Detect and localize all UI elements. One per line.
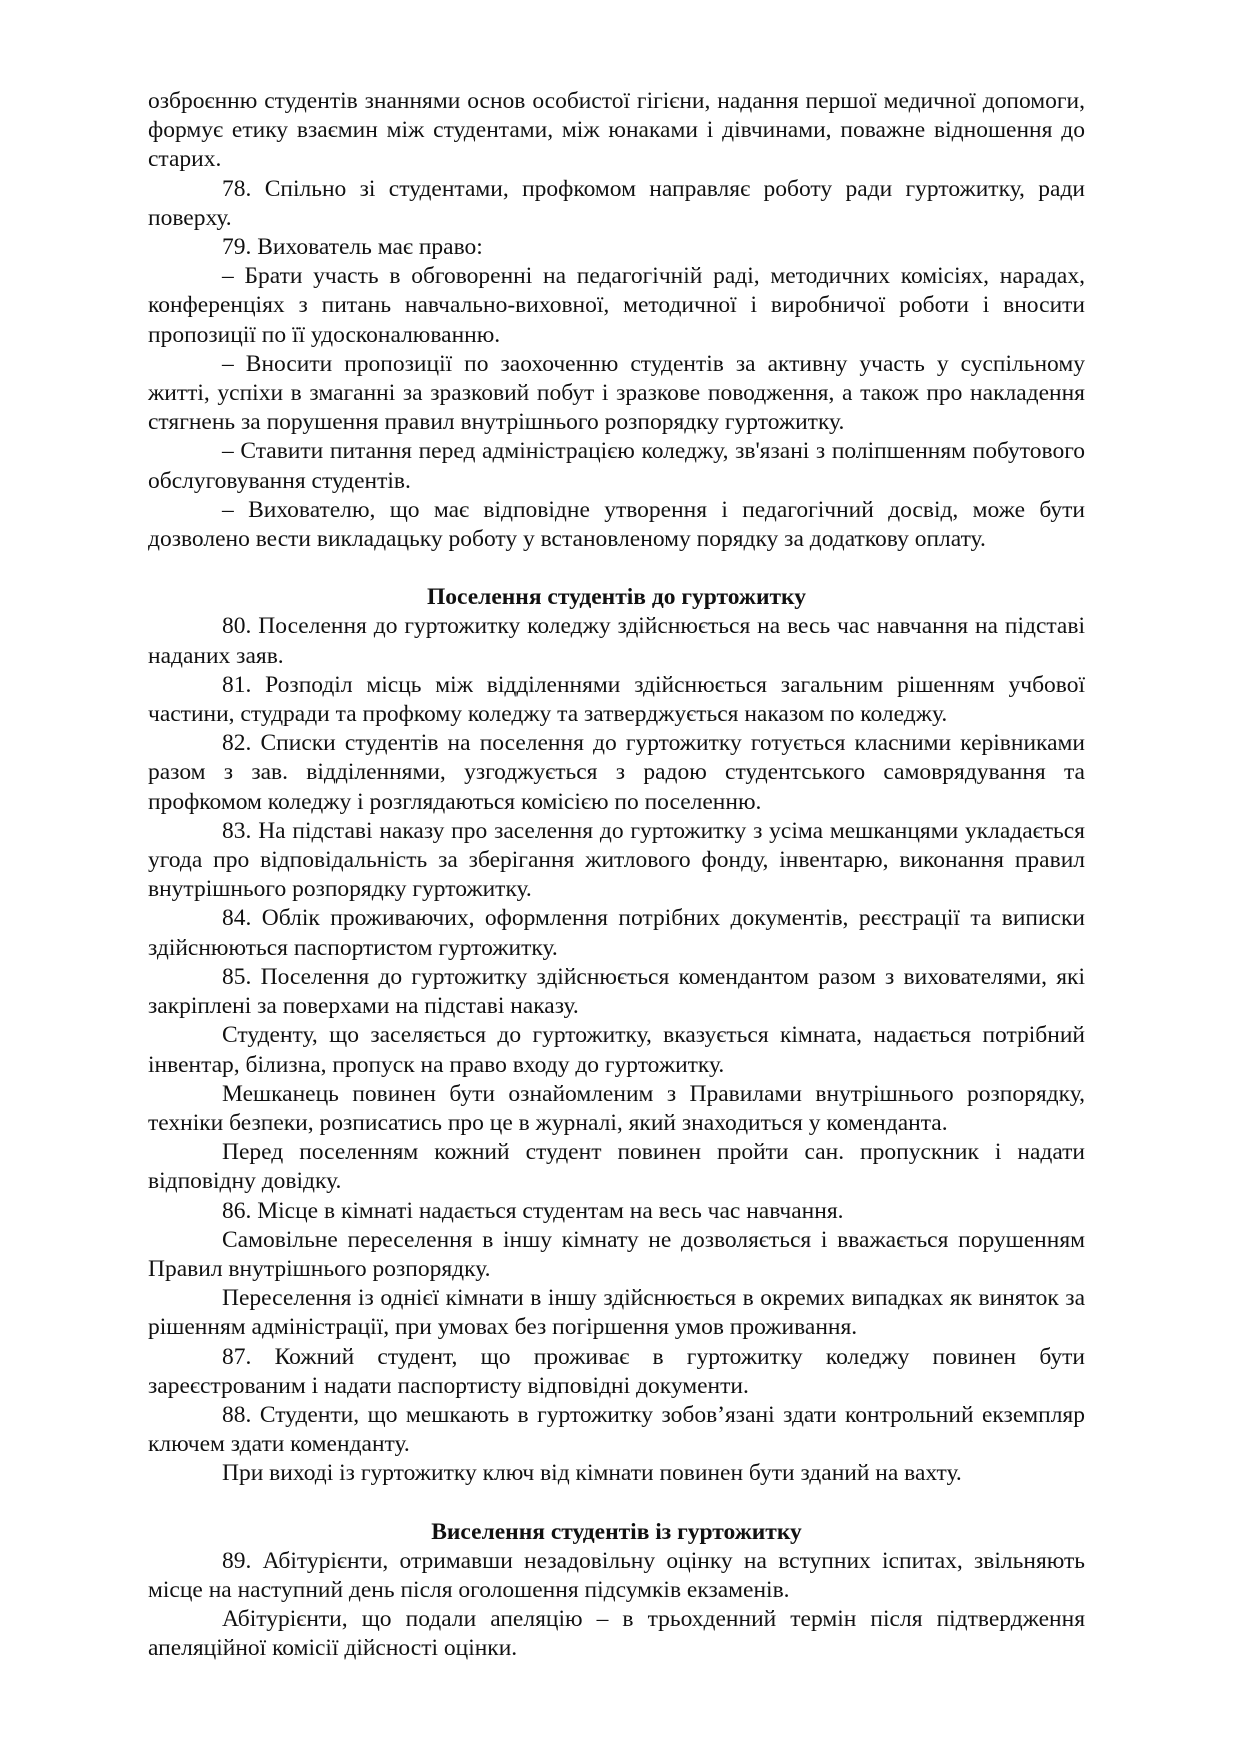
paragraph: 82. Списки студентів на поселення до гуртожитку готується класними керівниками разом з зав. відділеннями, узгоджується з радою студентського самоврядування та профкомом коледжу і розглядаються комісією по поселенню.	[148, 730, 1085, 815]
paragraph: – Брати участь в обговоренні на педагогічній раді, методичних комісіях, нарадах, конференціях з питань навчально-виховної, методичної і виробничої роботи і вносити пропозиції по її удосконалюванню.	[148, 263, 1085, 348]
paragraph: 80. Поселення до гуртожитку коледжу здійснюється на весь час навчання на підставі наданих заяв.	[148, 613, 1085, 669]
paragraph: При виході із гуртожитку ключ від кімнати повинен бути зданий на вахту.	[222, 1460, 962, 1487]
paragraph: – Вносити пропозиції по заохоченню студентів за активну участь у суспільному житті, успіхи в змаганні за зразковий побут і зразкове поводження, а також про накладення стягнень за порушення правил внутрішнього розпорядку гуртожитку.	[148, 350, 1085, 436]
paragraph: 79. Вихователь має право:	[222, 234, 483, 261]
section-spacer	[148, 1489, 1085, 1518]
paragraph: Абітурієнти, що подали апеляцію – в трьохденний термін після підтвердження апеляційної комісії дійсності оцінки.	[148, 1606, 1085, 1662]
paragraph: 84. Облік проживаючих, оформлення потрібних документів, реєстрації та виписки здійснюються паспортистом гуртожитку.	[148, 905, 1085, 961]
paragraph: Переселення із однієї кімнати в іншу здійснюється в окремих випадках як виняток за рішенням адміністрації, при умовах без погіршення умов проживання.	[148, 1285, 1085, 1341]
paragraph: озброєнню студентів знаннями основ особистої гігієни, надання першої медичної допомоги, формує етику взаємин між студентами, між юнаками і дівчинами, поважне відношення до старих.	[148, 88, 1085, 173]
paragraph: Мешканець повинен бути ознайомленим з Правилами внутрішнього розпорядку, техніки безпеки, розписатись про це в журналі, який знаходиться у коменданта.	[148, 1080, 1085, 1136]
section-heading: Виселення студентів із гуртожитку	[431, 1518, 802, 1545]
paragraph: – Вихователю, що має відповідне утворення і педагогічний досвід, може бути дозволено вести викладацьку роботу у встановленому порядку за додаткову оплату.	[148, 496, 1085, 553]
paragraph: – Ставити питання перед адміністрацією коледжу, зв'язані з поліпшенням побутового обслуговування студентів.	[148, 438, 1085, 494]
section-heading: Поселення студентів до гуртожитку	[426, 584, 807, 611]
paragraph: 85. Поселення до гуртожитку здійснюється комендантом разом з вихователями, які закріплені за поверхами на підставі наказу.	[148, 963, 1085, 1020]
paragraph: Перед поселенням кожний студент повинен пройти сан. пропускник і надати відповідну довідку.	[148, 1139, 1085, 1195]
paragraph: 89. Абітурієнти, отримавши незадовільну оцінку на вступних іспитах, звільняють місце на наступний день після оголошення підсумків екзаменів.	[148, 1547, 1085, 1603]
paragraph: 83. На підставі наказу про заселення до гуртожитку з усіма мешканцями укладається угода про відповідальність за зберігання житлового фонду, інвентарю, виконання правил внутрішнього розпорядку гуртожитку.	[148, 817, 1085, 903]
paragraph: 87. Кожний студент, що проживає в гуртожитку коледжу повинен бути зареєстрованим і надати паспортисту відповідні документи.	[148, 1343, 1085, 1399]
paragraph: 78. Спільно зі студентами, профкомом направляє роботу ради гуртожитку, ради поверху.	[148, 175, 1085, 231]
document-body	[148, 87, 1085, 1664]
paragraph: 88. Студенти, що мешкають в гуртожитку зобов’язані здати контрольний екземпляр ключем здати коменданту.	[148, 1401, 1085, 1458]
paragraph: Самовільне переселення в іншу кімнату не дозволяється і вважається порушенням Правил внутрішнього розпорядку.	[148, 1226, 1085, 1282]
paragraph: 86. Місце в кімнаті надається студентам на весь час навчання.	[222, 1197, 844, 1224]
paragraph: Студенту, що заселяється до гуртожитку, вказується кімната, надається потрібний інвентар, білизна, пропуск на право входу до гуртожитку.	[148, 1022, 1085, 1078]
paragraph: 81. Розподіл місць між відділеннями здійснюється загальним рішенням учбової частини, студради та профкому коледжу та затверджується наказом по коледжу.	[148, 671, 1085, 728]
section-spacer	[148, 554, 1085, 583]
